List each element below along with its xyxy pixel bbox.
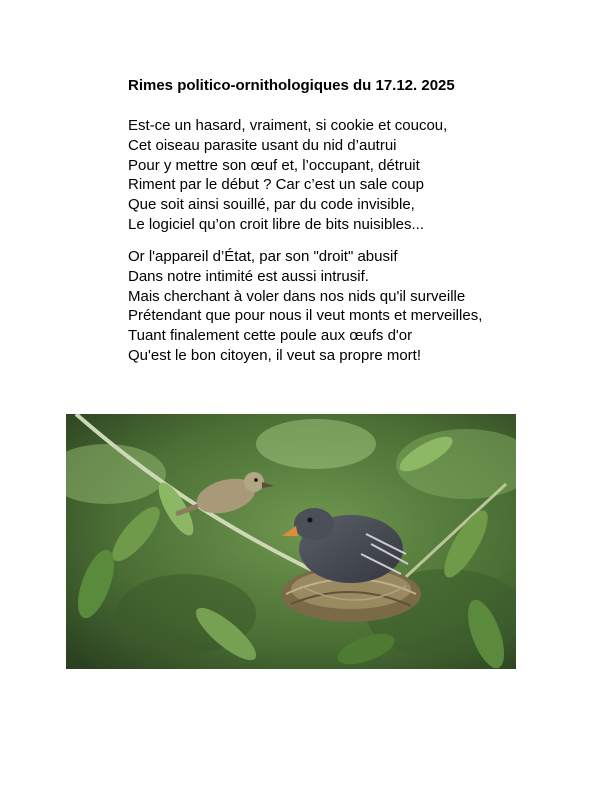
poem-line: Le logiciel qu’on croit libre de bits nuisibles... [128, 215, 424, 233]
poem-line: Tuant finalement cette poule aux œufs d'or [128, 327, 413, 345]
poem-line: Qu'est le bon citoyen, il veut sa propre mort! [128, 346, 422, 364]
stanza-2 [128, 247, 482, 366]
poem-line: Est-ce un hasard, vraiment, si cookie et coucou, [128, 117, 448, 134]
stanza-1 [128, 116, 447, 235]
poem-line: Pour y mettre son œuf et, l’occupant, détruit [128, 156, 420, 174]
poem-title: Rimes politico-ornithologiques du 17.12. 2025 [128, 77, 455, 94]
poem-line: Riment par le début ? Car c’est un sale coup [128, 176, 424, 194]
poem-line: Mais cherchant à voler dans nos nids qu'il surveille [128, 287, 466, 305]
cuckoo-nest-photo [66, 414, 516, 669]
photo-illustration [66, 414, 516, 669]
poem-line: Que soit ainsi souillé, par du code invisible, [128, 196, 415, 214]
poem-line: Cet oiseau parasite usant du nid d’autrui [128, 136, 397, 154]
poem-line: Dans notre intimité est aussi intrusif. [128, 267, 369, 285]
poem-line: Or l'appareil d’État, par son "droit" abusif [128, 248, 398, 265]
poem-line: Prétendant que pour nous il veut monts et merveilles, [128, 307, 483, 325]
